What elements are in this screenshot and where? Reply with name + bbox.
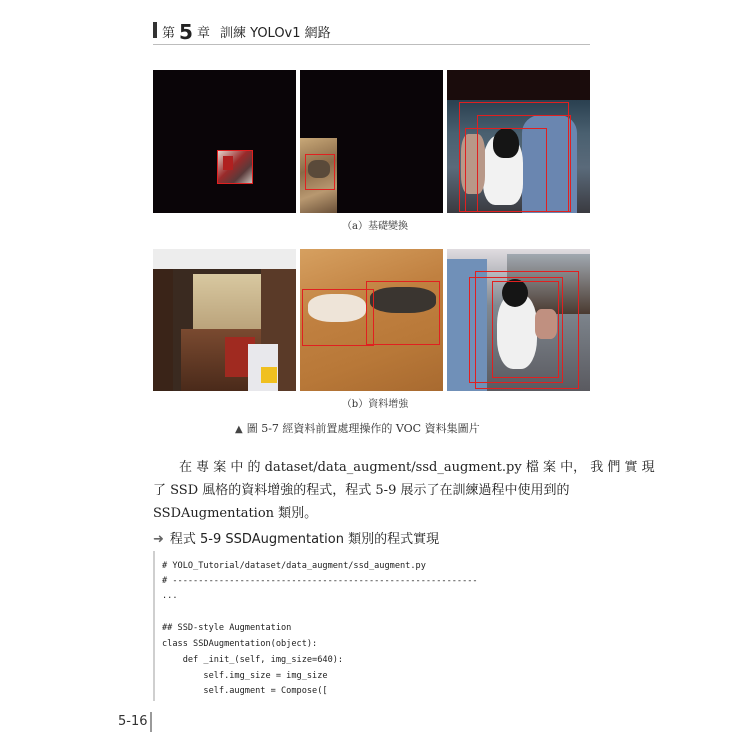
figure-b1-image <box>153 249 296 391</box>
figure-b2-image <box>300 249 443 391</box>
header-bar <box>153 22 157 38</box>
code-line: class SSDAugmentation(object): <box>162 639 318 649</box>
paragraph-line-3: SSDAugmentation 類別。 <box>153 506 318 521</box>
code-line: self.augment = Compose([ <box>162 686 328 696</box>
caption-marker-icon: ▲ <box>235 424 243 435</box>
chapter-number: 5 <box>179 20 193 44</box>
code-block <box>153 551 592 701</box>
paragraph-line-1: 在 專 案 中 的 dataset/data_augment/ssd_augment.py 檔 案 中， 我 們 實 現 <box>179 460 655 475</box>
page-number: 5-16 <box>118 714 148 729</box>
figure-a2-image <box>300 70 443 213</box>
chapter-suffix: 章 <box>196 26 210 41</box>
code-line: def _init_(self, img_size=640): <box>162 655 344 665</box>
chapter-title: 訓練 YOLOv1 網路 <box>219 26 331 41</box>
paragraph-line-2: 了 SSD 風格的資料增強的程式，程式 5-9 展示了在訓練過程中使用到的 <box>153 483 570 498</box>
code-line: self.img_size = img_size <box>162 671 328 681</box>
subcaption-b: （b）資料增強 <box>341 399 409 410</box>
body-paragraph <box>153 456 655 525</box>
figure-b3-image <box>447 249 590 391</box>
chapter-prefix: 第 <box>162 26 176 41</box>
code-line: # YOLO_Tutorial/dataset/data_augment/ssd_augment.py <box>162 561 426 571</box>
arrow-icon: ➜ <box>153 532 164 547</box>
figure-a3-image <box>447 70 590 213</box>
listing-title <box>153 528 439 547</box>
code-line: ... <box>162 591 178 601</box>
caption-text: 圖 5-7 經資料前置處理操作的 VOC 資料集圖片 <box>246 422 480 435</box>
chapter-header <box>153 18 590 45</box>
subcaption-a: （a）基礎變換 <box>342 221 408 232</box>
code-line: # ----------------------------------------------------------- <box>162 576 478 586</box>
figure-caption <box>235 420 480 436</box>
header-text <box>162 20 331 44</box>
figure-a1-image <box>153 70 296 213</box>
code-line: ## SSD-style Augmentation <box>162 623 292 633</box>
listing-title-text: 程式 5-9 SSDAugmentation 類別的程式實現 <box>169 532 440 547</box>
page-number-bar <box>150 712 152 732</box>
